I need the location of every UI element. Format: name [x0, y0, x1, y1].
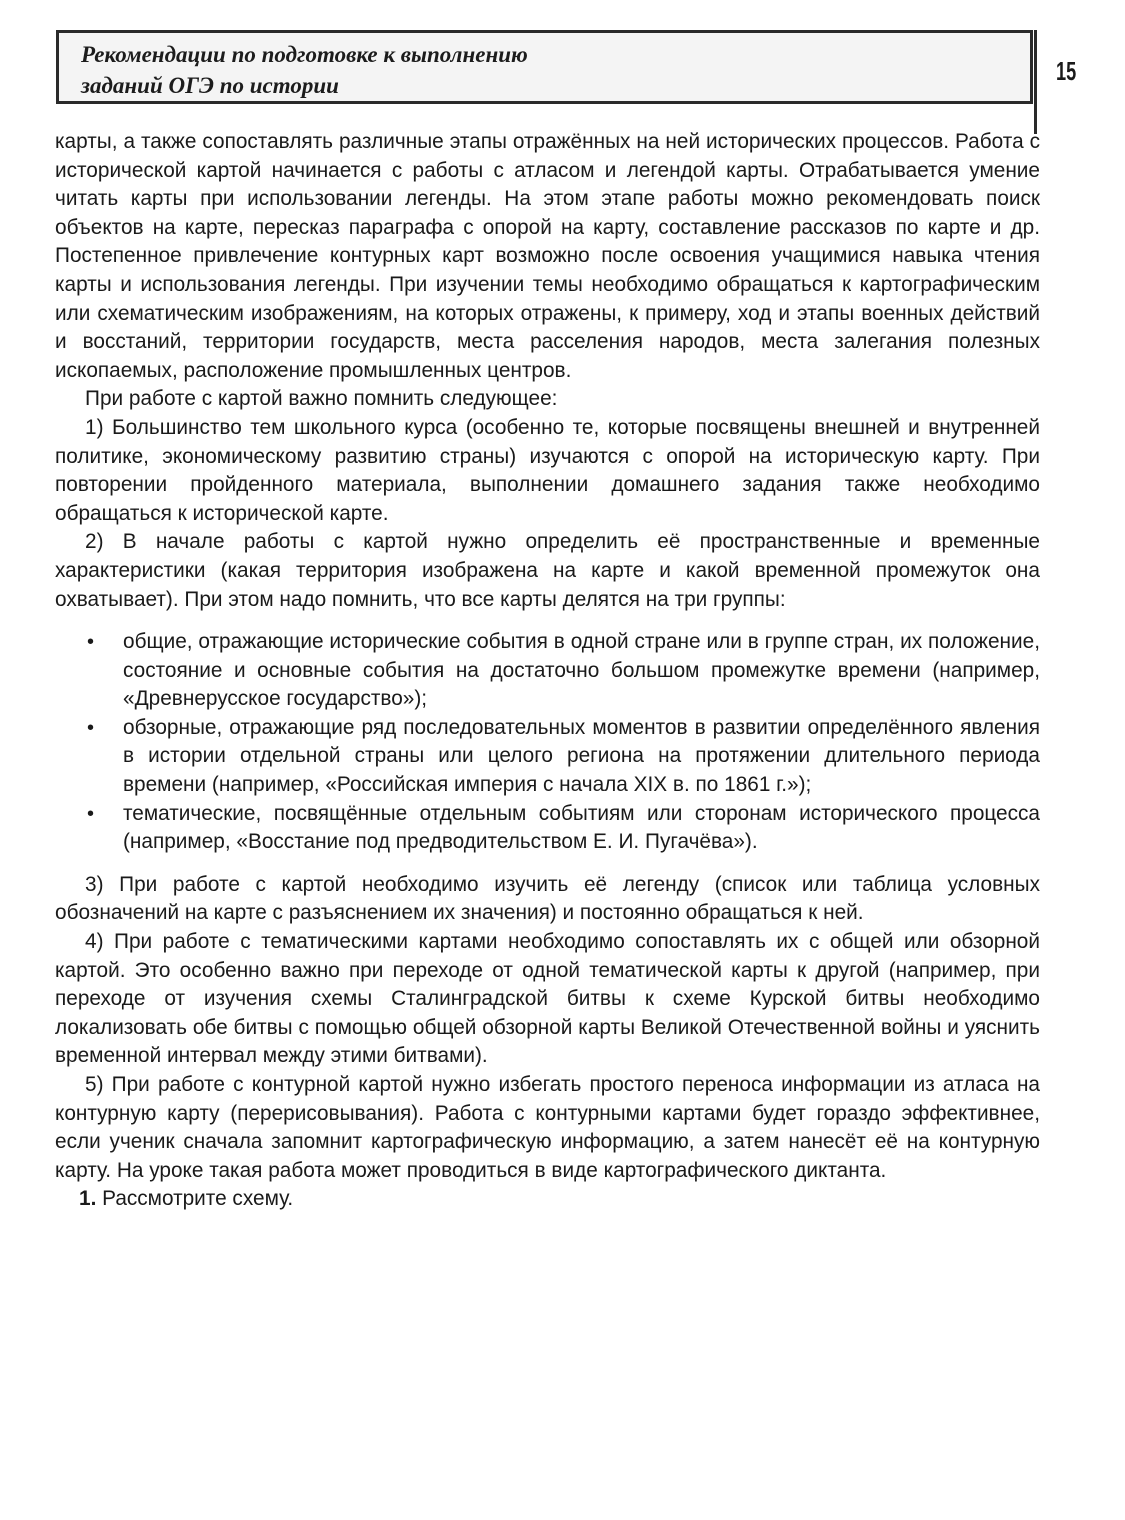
running-header-title — [81, 39, 528, 101]
page-number: 15 — [1056, 56, 1077, 86]
list-item-thematic-maps — [55, 800, 1040, 857]
paragraph-point-2: 2) В начале работы с картой нужно определить её пространственные и временные характеристики (какая территория изображена на карте и какой временной промежуток она охватывает). При этом надо помнить, что все карты делятся на три группы: — [55, 530, 1040, 611]
paragraph-point-4: 4) При работе с тематическими картами необходимо сопоставлять их с общей или обзорной картой. Это особенно важно при переходе от одной тематической карты к другой (например, при переходе от изучения схемы Сталинградской битвы к схеме Курской битвы необходимо локализовать обе битвы с помощью общей обзорной карты Великой Отечественной войны и уяснить временной интервал между этими битвами). — [55, 930, 1040, 1068]
list-item-general-maps — [55, 628, 1040, 714]
header-box — [56, 30, 1033, 104]
list-item-text: обзорные, отражающие ряд последовательных моментов в развитии определённого явления в истории отдельной страны или целого региона на протяжении длительного периода времени (например, «Российская империя с начала XIX в. по 1861 г.»); — [123, 715, 1040, 797]
map-types-list — [55, 628, 1040, 857]
paragraph-point-5: 5) При работе с контурной картой нужно избегать простого переноса информации из атласа на контурную карту (перерисовывания). Работа с контурными картами будет гораздо эффективнее, если ученик сначала запомнит картографическую информацию, а затем нанесёт её на контурную карту. На уроке такая работа может проводиться в виде картографического диктанта. — [55, 1073, 1040, 1182]
list-item-overview-maps — [55, 714, 1040, 800]
header-title-line-1: Рекомендации по подготовке к выполнению — [81, 42, 528, 67]
bullet-icon: • — [87, 716, 95, 739]
header-rule — [1034, 30, 1037, 134]
header-title-line-2: заданий ОГЭ по истории — [81, 73, 339, 98]
page-body — [55, 128, 1040, 1214]
list-item-text: общие, отражающие исторические события в одной стране или в группе стран, их положение, состояние и основные события на достаточно большом промежутке времени (например, «Древнерусское государство»); — [123, 630, 1040, 711]
paragraph-point-3: 3) При работе с картой необходимо изучить её легенду (список или таблица условных обозначений на карте с разъяснением их значения) и постоянно обращаться к ней. — [55, 872, 1040, 925]
bullet-icon: • — [87, 631, 95, 654]
paragraph-intro: При работе с картой важно помнить следующее: — [85, 387, 558, 411]
paragraph-point-1: 1) Большинство тем школьного курса (особенно те, которые посвящены внешней и внутренней политике, экономическому развитию страны) изучаются с опорой на историческую карту. При повторении пройденного материала, выполнении домашнего задания также необходимо обращаться к исторической карте. — [55, 415, 1040, 525]
list-item-text: тематические, посвящённые отдельным событиям или сторонам исторического процесса (например, «Восстание под предводительством Е. И. Пугачёва»). — [123, 801, 1040, 854]
paragraph-continuation: карты, а также сопоставлять различные этапы отражённых на ней исторических процессов. Работа с исторической картой начинается с работы с атласом и легендой карты. Отрабатывается умение читать карты при использовании легенды. На этом этапе работы можно рекомендовать поиск объектов на карте, пересказ параграфа с опорой на карту, составление рассказов по карте и др. Постепенное привлечение контурных карт возможно после освоения учащимися навыка чтения карты и использования легенды. При изучении темы необходимо обращаться к картографическим или схематическим изображениям, на которых отражены, к примеру, ход и этапы военных действий и восстаний, территории государств, места расселения народов, места залегания полезных ископаемых, расположение промышленных центров. — [55, 130, 1040, 382]
bullet-icon: • — [87, 802, 95, 825]
task-heading — [55, 1185, 1040, 1214]
task-number: 1. — [79, 1187, 97, 1211]
task-text: Рассмотрите схему. — [102, 1187, 294, 1211]
